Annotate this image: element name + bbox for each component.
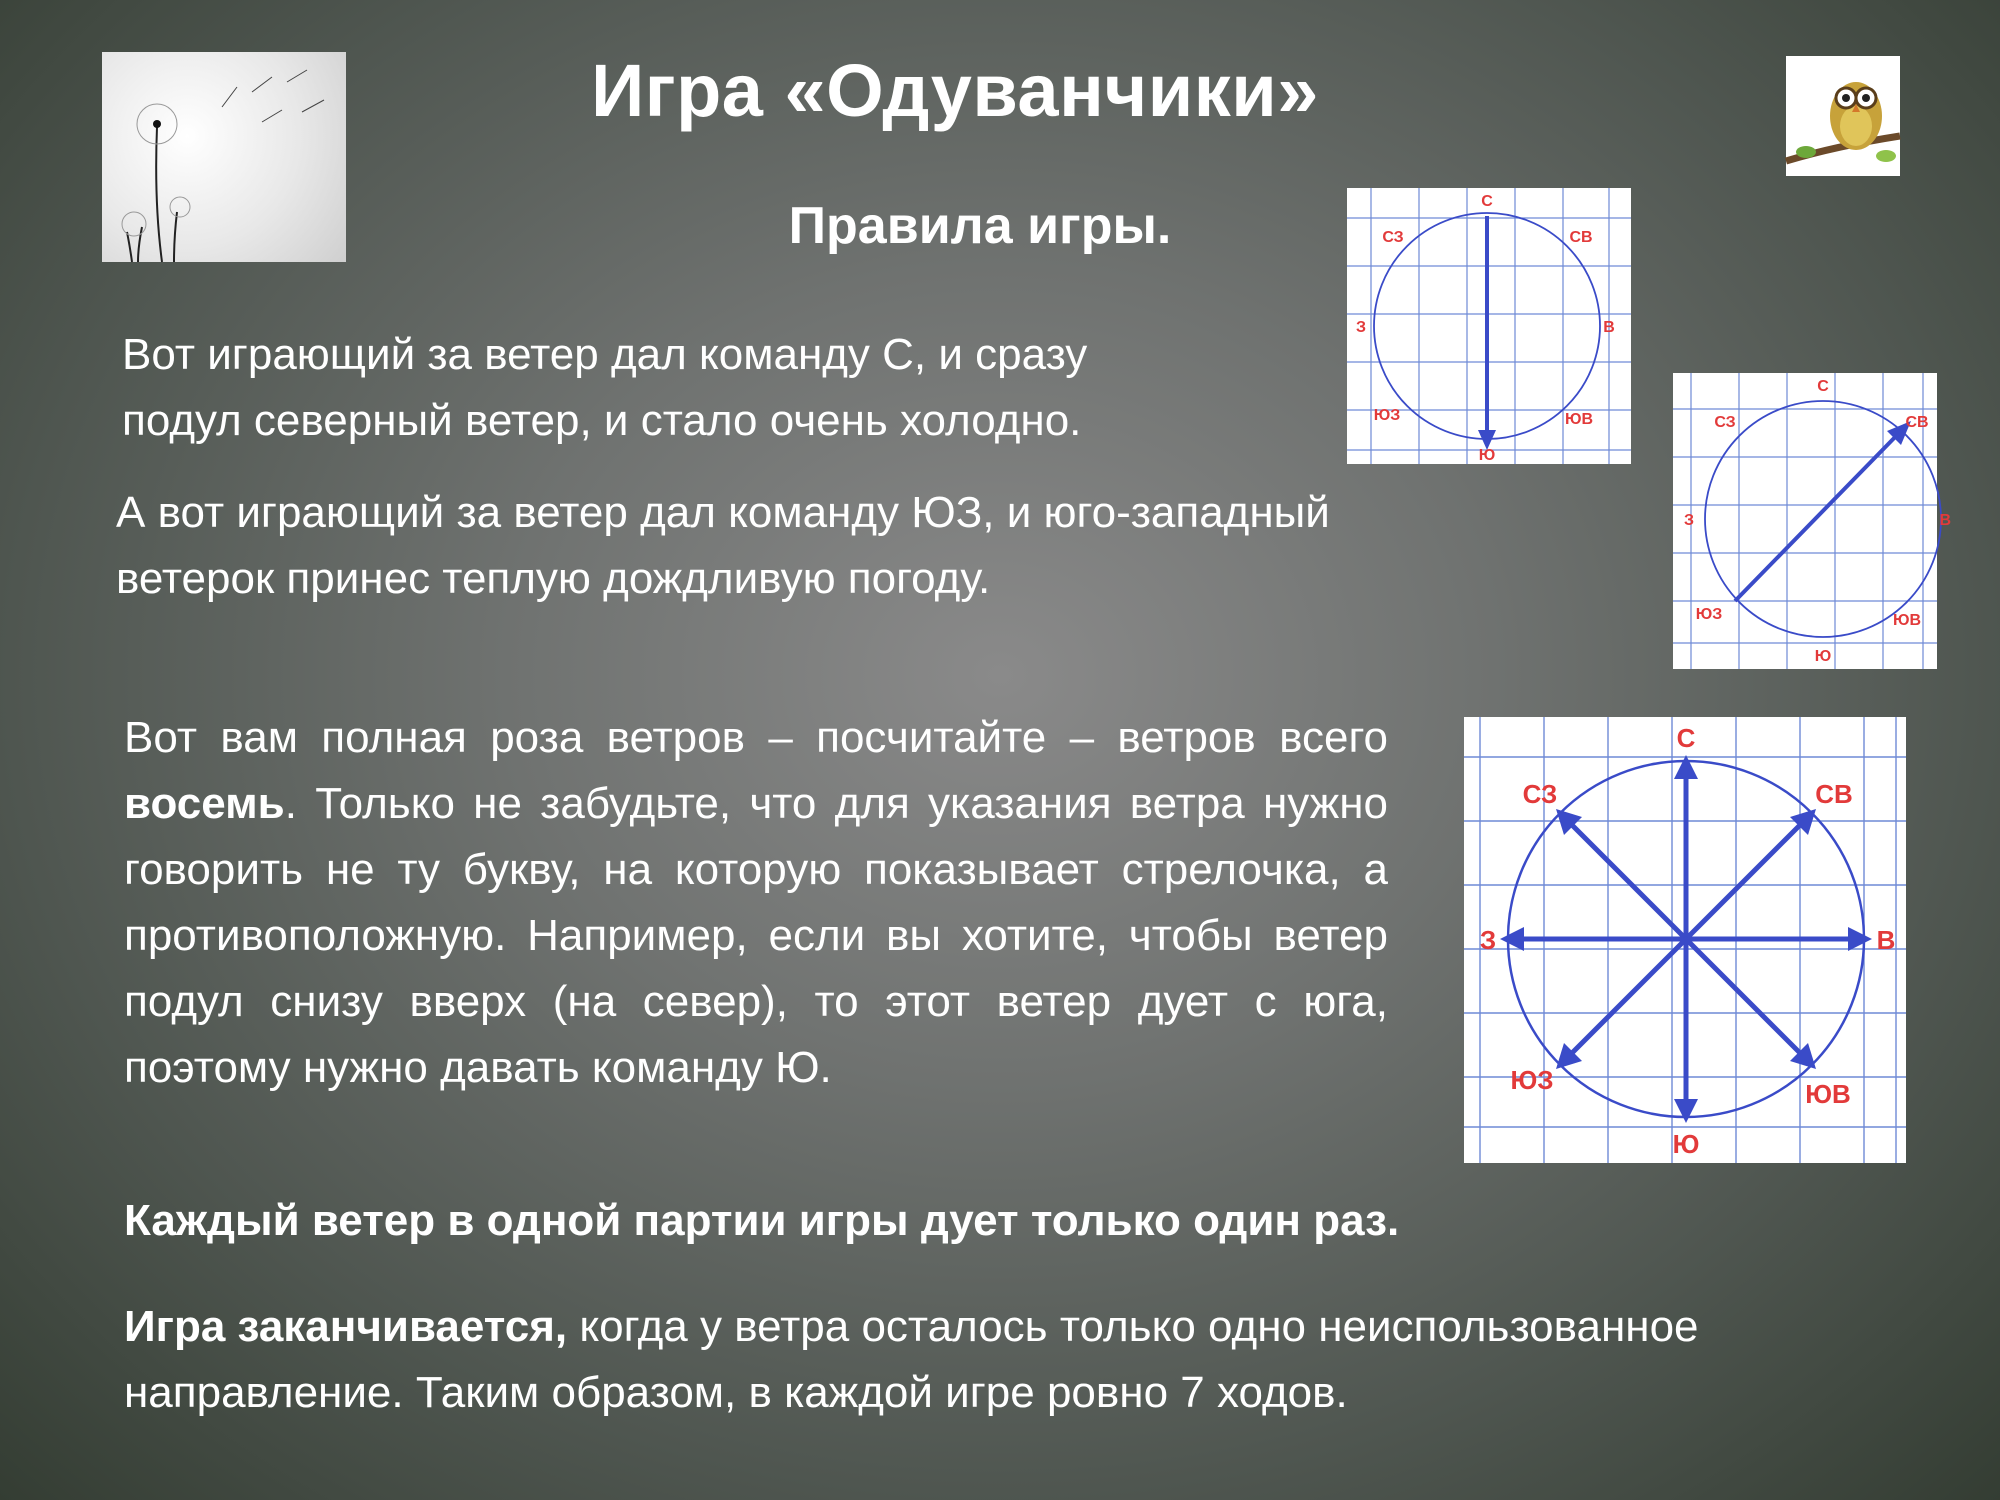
paragraph-line: направление. Таким образом, в каждой игре ровно 7 ходов. [124, 1368, 1348, 1417]
paragraph-line: А вот играющий за ветер дал команду ЮЗ, и юго-западный [116, 488, 1330, 537]
label-nw: СЗ [1522, 779, 1558, 809]
arrow-sw [1564, 939, 1686, 1061]
label-se: ЮВ [1564, 411, 1594, 428]
paragraph-line [124, 1294, 1944, 1360]
rule-end-paragraph [124, 1294, 1944, 1426]
paragraph-line: ветерок принес теплую дождливую погоду. [116, 554, 991, 603]
arrowhead-s [1674, 1099, 1698, 1123]
arrowhead-w [1500, 927, 1524, 951]
north-wind-paragraph [122, 322, 1272, 454]
arrowhead-n [1674, 755, 1698, 779]
label-s: Ю [1814, 648, 1832, 665]
paragraph-emphasis: восемь [124, 779, 285, 828]
label-se: ЮВ [1805, 1079, 1851, 1109]
label-sw: ЮЗ [1510, 1065, 1554, 1095]
paragraph-line: Вот играющий за ветер дал команду С, и сразу [122, 330, 1088, 379]
label-w: З [1479, 925, 1497, 955]
arrowhead-e [1848, 927, 1872, 951]
wind-rose-southwest-diagram [1673, 373, 1951, 669]
label-ne: СВ [1905, 414, 1929, 431]
label-e: В [1603, 319, 1615, 336]
arrow-se [1686, 939, 1808, 1061]
label-ne: СВ [1569, 229, 1593, 246]
arrow-nw [1564, 817, 1686, 939]
label-w: З [1683, 512, 1695, 529]
label-s: Ю [1478, 447, 1496, 464]
label-ne: СВ [1815, 779, 1853, 809]
label-se: ЮВ [1892, 612, 1922, 629]
arrow-ne [1686, 817, 1808, 939]
label-n: С [1817, 378, 1829, 395]
wind-rose-paragraph [124, 705, 1388, 1101]
label-sw: ЮЗ [1695, 606, 1723, 623]
label-n: С [1676, 723, 1696, 753]
southwest-wind-paragraph [116, 480, 1556, 612]
rule-once-text: Каждый ветер в одной партии игры дует только один раз. [124, 1196, 1400, 1245]
paragraph-emphasis: Игра заканчивается, [124, 1302, 568, 1351]
label-s: Ю [1672, 1129, 1700, 1159]
label-nw: СЗ [1714, 414, 1736, 431]
label-e: В [1939, 512, 1951, 529]
label-sw: ЮЗ [1373, 407, 1401, 424]
wind-rose-north-diagram [1347, 188, 1631, 464]
paragraph-text: когда у ветра осталось только одно неиспользованное [567, 1302, 1699, 1351]
label-n: С [1481, 193, 1493, 210]
label-w: З [1355, 319, 1367, 336]
page-title: Игра «Одуванчики» [591, 49, 1319, 132]
wind-rose-full-diagram [1464, 717, 1906, 1163]
paragraph-line: подул северный ветер, и стало очень холодно. [122, 396, 1082, 445]
label-e: В [1876, 925, 1896, 955]
section-subtitle: Правила игры. [788, 197, 1172, 255]
label-nw: СЗ [1382, 229, 1404, 246]
paragraph-text: Вот вам полная роза ветров – посчитайте – ветров всего [124, 713, 1388, 762]
paragraph-text: . Только не забудьте, что для указания ветра нужно говорить не ту букву, на которую показывает стрелочка, а противоположную. Например, если вы хотите, чтобы ветер подул снизу вверх (на север), то этот ветер дует с юга, поэтому нужно давать команду Ю. [124, 779, 1388, 1092]
